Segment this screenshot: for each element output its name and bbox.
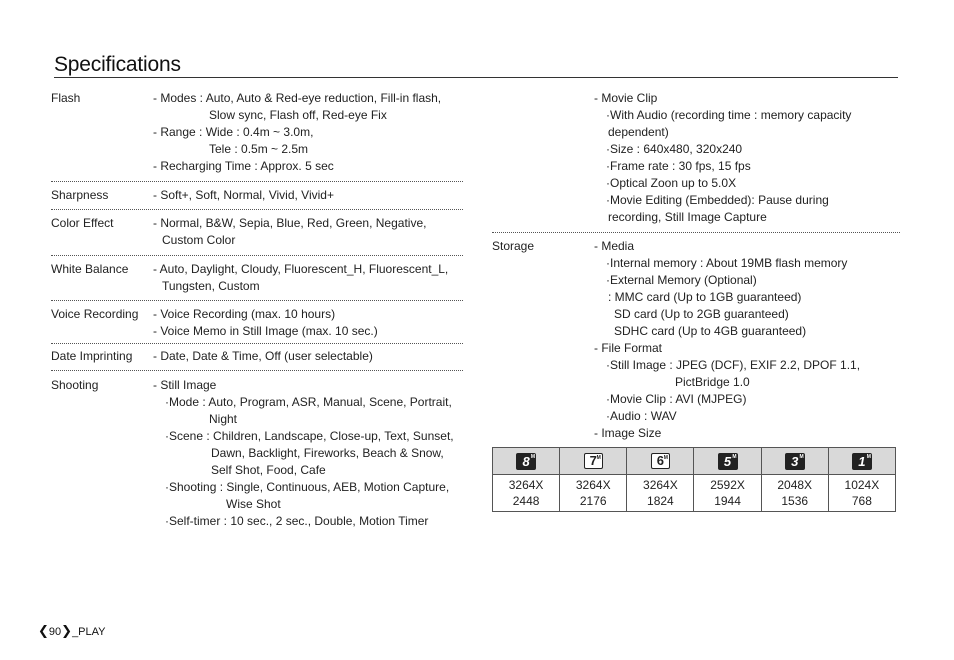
- table-cell: [560, 448, 627, 475]
- spec-line: - Voice Memo in Still Image (max. 10 sec.): [153, 324, 378, 338]
- spec-line: - Normal, B&W, Sepia, Blue, Red, Green, Negative,: [153, 216, 427, 230]
- spec-label: Color Effect: [51, 216, 114, 230]
- spec-value: [153, 377, 463, 530]
- spec-label: Shooting: [51, 378, 99, 392]
- table-cell: [828, 448, 895, 475]
- spec-line: ·Size : 640x480, 320x240: [606, 142, 743, 156]
- 1m-resolution-icon: 1 M: [852, 453, 872, 470]
- spec-row-voice-recording: [51, 306, 463, 344]
- spec-line: recording, Still Image Capture: [608, 210, 767, 224]
- table-cell: [627, 448, 694, 475]
- specs-left-column: [51, 90, 463, 530]
- table-cell: 3264X 2176: [560, 475, 627, 512]
- spec-value: [594, 90, 900, 226]
- spec-line: : MMC card (Up to 1GB guaranteed): [608, 290, 802, 304]
- spec-row-flash: [51, 90, 463, 182]
- spec-line: Dawn, Backlight, Fireworks, Beach & Snow,: [211, 446, 444, 460]
- spec-line: ·Internal memory : About 19MB flash memory: [606, 256, 848, 270]
- spec-value: [153, 306, 463, 340]
- spec-label: Voice Recording: [51, 307, 139, 321]
- spec-line: dependent): [608, 125, 669, 139]
- spec-line: PictBridge 1.0: [675, 375, 750, 389]
- spec-line: SD card (Up to 2GB guaranteed): [614, 307, 789, 321]
- spec-label: Storage: [492, 239, 535, 253]
- table-cell: [493, 448, 560, 475]
- spec-line: ·Scene : Children, Landscape, Close-up, Text, Sunset,: [165, 429, 454, 443]
- spec-value: [153, 348, 463, 365]
- table-cell: 2592X 1944: [694, 475, 761, 512]
- table-cell: [694, 448, 761, 475]
- spec-line: Night: [209, 412, 238, 426]
- dotted-divider: [51, 255, 463, 256]
- dotted-divider: [51, 181, 463, 182]
- dotted-divider: [51, 300, 463, 301]
- table-cell: 3264X 1824: [627, 475, 694, 512]
- spec-line: Tele : 0.5m ~ 2.5m: [209, 142, 309, 156]
- spec-line: ·Audio : WAV: [606, 409, 677, 423]
- page-title: Specifications: [54, 53, 181, 76]
- spec-line: Slow sync, Flash off, Red-eye Fix: [209, 108, 387, 122]
- spec-value: [594, 238, 900, 442]
- specs-right-column: [492, 90, 900, 442]
- spec-line: ·Still Image : JPEG (DCF), EXIF 2.2, DPOF 1.1,: [606, 358, 861, 372]
- spec-line: ·Mode : Auto, Program, ASR, Manual, Scene, Portrait,: [165, 395, 452, 409]
- spec-line: ·Movie Clip : AVI (MJPEG): [606, 392, 747, 406]
- spec-line: Self Shot, Food, Cafe: [211, 463, 326, 477]
- spec-line: ·Frame rate : 30 fps, 15 fps: [606, 159, 751, 173]
- spec-line: - File Format: [594, 341, 663, 355]
- page-number: 90: [48, 626, 62, 638]
- spec-line: - Movie Clip: [594, 91, 658, 105]
- table-cell: [761, 448, 828, 475]
- dotted-divider: [51, 209, 463, 210]
- spec-row-date-imprinting: [51, 348, 463, 371]
- spec-line: - Still Image: [153, 378, 217, 392]
- spec-value: [153, 215, 463, 249]
- 6m-resolution-icon: 6 M: [651, 453, 670, 469]
- spec-line: SDHC card (Up to 4GB guaranteed): [614, 324, 807, 338]
- spec-line: ·Shooting : Single, Continuous, AEB, Motion Capture,: [165, 480, 450, 494]
- dotted-divider: [51, 370, 463, 371]
- 5m-resolution-icon: 5 M: [718, 453, 738, 470]
- spec-line: ·Optical Zoon up to 5.0X: [606, 176, 737, 190]
- spec-line: ·Movie Editing (Embedded): Pause during: [606, 193, 829, 207]
- table-row: [493, 475, 896, 512]
- spec-label: Flash: [51, 91, 81, 105]
- spec-line: - Voice Recording (max. 10 hours): [153, 307, 336, 321]
- spec-row-sharpness: [51, 187, 463, 210]
- spec-line: ·With Audio (recording time : memory capacity: [606, 108, 852, 122]
- spec-line: - Image Size: [594, 426, 662, 440]
- dotted-divider: [492, 232, 900, 233]
- 3m-resolution-icon: 3 M: [785, 453, 805, 470]
- spec-line: ·Self-timer : 10 sec., 2 sec., Double, Motion Timer: [165, 514, 429, 528]
- spec-line: - Date, Date & Time, Off (user selectable): [153, 349, 373, 363]
- spec-row-white-balance: [51, 261, 463, 301]
- spec-line: ·External Memory (Optional): [606, 273, 757, 287]
- dotted-divider: [51, 343, 463, 344]
- spec-value: [153, 187, 463, 204]
- spec-label: Sharpness: [51, 188, 109, 202]
- page-footer: [38, 623, 106, 639]
- table-cell: 2048X 1536: [761, 475, 828, 512]
- spec-line: - Media: [594, 239, 635, 253]
- spec-value: [153, 90, 463, 175]
- section-name: _PLAY: [72, 626, 106, 638]
- image-size-table: [492, 447, 896, 512]
- spec-line: Wise Shot: [226, 497, 281, 511]
- table-cell: 1024X 768: [828, 475, 895, 512]
- spec-line: - Auto, Daylight, Cloudy, Fluorescent_H, Fluorescent_L,: [153, 262, 449, 276]
- spec-line: - Soft+, Soft, Normal, Vivid, Vivid+: [153, 188, 334, 202]
- spec-value: [153, 261, 463, 295]
- spec-line: Custom Color: [162, 233, 236, 247]
- 7m-resolution-icon: 7 M: [584, 453, 603, 469]
- spec-label: White Balance: [51, 262, 129, 276]
- spec-label: Date Imprinting: [51, 349, 133, 363]
- 8m-resolution-icon: 8 M: [516, 453, 536, 470]
- spec-line: - Recharging Time : Approx. 5 sec: [153, 159, 334, 173]
- title-divider: [54, 77, 898, 78]
- spec-row-storage: [492, 238, 900, 442]
- spec-row-color-effect: [51, 215, 463, 256]
- table-cell: 3264X 2448: [493, 475, 560, 512]
- spec-row-movie-clip: [492, 90, 900, 233]
- bracket-right: ❯: [61, 623, 73, 638]
- spec-line: Tungsten, Custom: [162, 279, 260, 293]
- table-row: [493, 448, 896, 475]
- spec-row-shooting: [51, 377, 463, 530]
- spec-label-empty: [492, 90, 594, 226]
- spec-line: - Range : Wide : 0.4m ~ 3.0m,: [153, 125, 314, 139]
- bracket-left: ❮: [38, 623, 49, 638]
- spec-line: - Modes : Auto, Auto & Red-eye reduction, Fill-in flash,: [153, 91, 442, 105]
